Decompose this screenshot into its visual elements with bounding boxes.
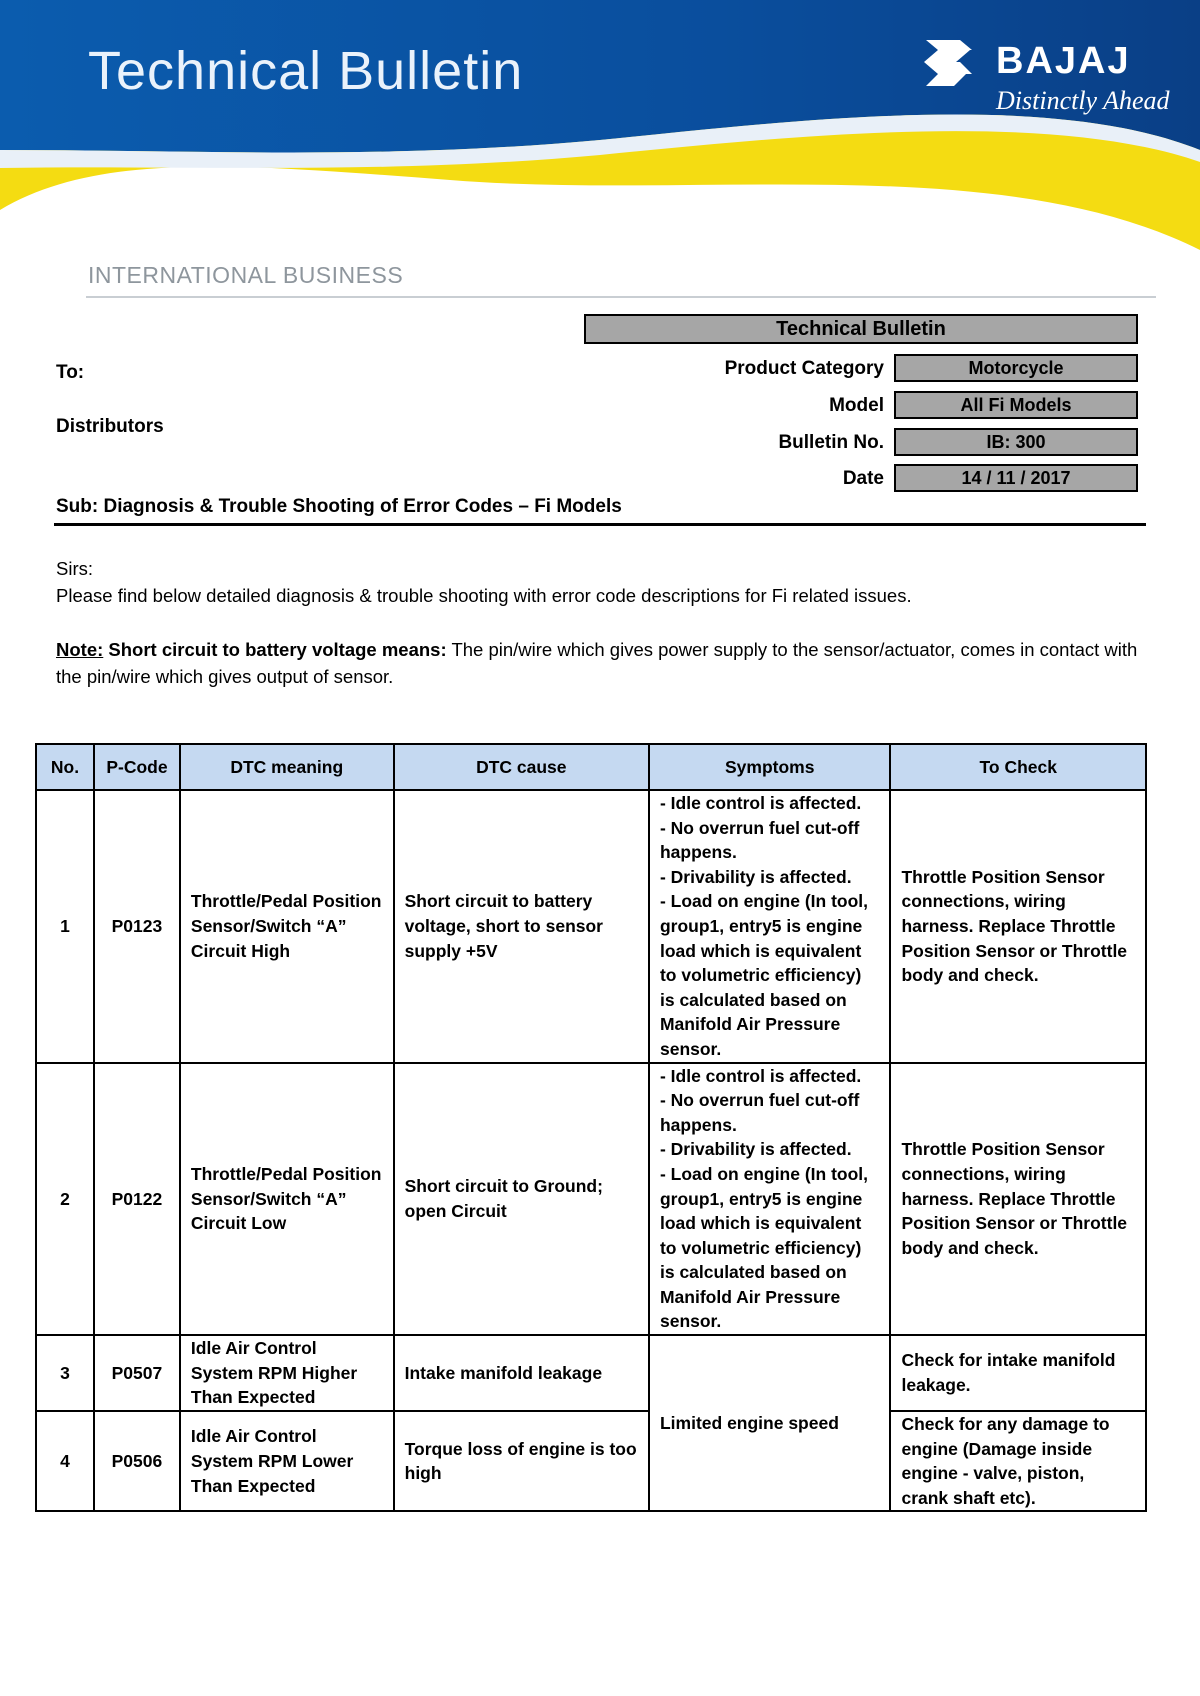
brand-tagline: Distinctly Ahead	[996, 86, 1170, 115]
recipient: Distributors	[56, 416, 164, 437]
row-symptoms	[649, 790, 890, 1063]
header-to-check: To Check	[890, 744, 1146, 790]
intro-paragraph: Please find below detailed diagnosis & trouble shooting with error code descriptions for Fi related issues.	[56, 585, 912, 606]
field-label-model: Model	[829, 395, 884, 416]
row-no: 1	[36, 790, 94, 1063]
table-header-row	[36, 744, 1146, 790]
to-label: To:	[56, 362, 85, 383]
symptom-line: - Load on engine (In tool, group1, entry5 is engine load which is equivalent to volumetric efficiency) is calculated based on Manifold Air Pressure sensor.	[659, 891, 869, 1059]
row-symptoms-shared: Limited engine speed	[649, 1335, 890, 1511]
dtc-table	[35, 743, 1147, 1512]
header-pcode: P-Code	[94, 744, 180, 790]
bulletin-box-title: Technical Bulletin	[584, 314, 1138, 344]
table-row	[36, 1335, 1146, 1411]
header-dtc-cause: DTC cause	[394, 744, 649, 790]
symptom-line: - Idle control is affected.	[659, 793, 862, 813]
row-no: 3	[36, 1335, 94, 1411]
row-cause: Torque loss of engine is too high	[394, 1411, 649, 1511]
symptom-line: - Idle control is affected.	[659, 1065, 862, 1086]
row-symptoms	[649, 1063, 890, 1336]
row-check: Check for any damage to engine (Damage inside engine - valve, piston, crank shaft etc).	[890, 1411, 1146, 1511]
field-label-date: Date	[842, 468, 884, 489]
subject-rule	[54, 523, 1146, 526]
header-banner	[0, 0, 1200, 300]
row-pcode: P0123	[94, 790, 180, 1063]
symptom-line: - Drivability is affected.	[659, 1139, 852, 1160]
field-label-product-category: Product Category	[724, 358, 884, 379]
row-meaning: Idle Air Control System RPM Lower Than Expected	[180, 1411, 394, 1511]
header-symptoms: Symptoms	[649, 744, 890, 790]
field-label-bulletin-no: Bulletin No.	[778, 432, 884, 453]
row-cause: Short circuit to Ground; open Circuit	[394, 1063, 649, 1336]
table-row	[36, 1411, 1146, 1511]
symptom-line: - Load on engine (In tool, group1, entry5 is engine load which is equivalent to volumetric efficiency) is calculated based on Manifold Air Pressure sensor.	[659, 1163, 869, 1332]
row-pcode: P0122	[94, 1063, 180, 1336]
row-check: Throttle Position Sensor connections, wiring harness. Replace Throttle Position Sensor or Throttle body and check.	[890, 790, 1146, 1063]
row-meaning: Throttle/Pedal Position Sensor/Switch “A” Circuit High	[180, 790, 394, 1063]
field-value-product-category: Motorcycle	[894, 354, 1138, 382]
divider	[86, 296, 1156, 298]
row-pcode: P0506	[94, 1411, 180, 1511]
note-text: The pin/wire which gives power supply to the sensor/actuator, comes in contact with the pin/wire which gives output of sensor.	[56, 639, 1138, 687]
field-value-date: 14 / 11 / 2017	[894, 464, 1138, 492]
field-value-bulletin-no: IB: 300	[894, 428, 1138, 456]
table-row	[36, 1063, 1146, 1336]
note-heading: Short circuit to battery voltage means:	[103, 639, 447, 660]
symptom-line: - No overrun fuel cut-off happens.	[659, 817, 860, 863]
symptom-line: - No overrun fuel cut-off happens.	[659, 1090, 860, 1135]
field-value-model: All Fi Models	[894, 391, 1138, 419]
row-no: 4	[36, 1411, 94, 1511]
brand-name: BAJAJ	[996, 40, 1131, 82]
row-meaning: Throttle/Pedal Position Sensor/Switch “A” Circuit Low	[180, 1063, 394, 1336]
salutation: Sirs:	[56, 558, 93, 579]
row-pcode: P0507	[94, 1335, 180, 1411]
row-cause: Short circuit to battery voltage, short to sensor supply +5V	[394, 790, 649, 1063]
row-cause: Intake manifold leakage	[394, 1335, 649, 1411]
bulletin-title: Technical Bulletin	[88, 41, 524, 101]
header-dtc-meaning: DTC meaning	[180, 744, 394, 790]
row-check: Throttle Position Sensor connections, wiring harness. Replace Throttle Position Sensor or Throttle body and check.	[890, 1063, 1146, 1336]
table-row	[36, 790, 1146, 1063]
note-label: Note:	[56, 639, 104, 660]
subject-line: Sub: Diagnosis & Trouble Shooting of Error Codes – Fi Models	[56, 496, 622, 517]
row-check: Check for intake manifold leakage.	[890, 1335, 1146, 1411]
row-meaning: Idle Air Control System RPM Higher Than Expected	[180, 1335, 394, 1411]
division-label: INTERNATIONAL BUSINESS	[88, 262, 404, 288]
header-no: No.	[36, 744, 94, 790]
row-no: 2	[36, 1063, 94, 1336]
symptom-line: - Drivability is affected.	[659, 866, 852, 887]
note-paragraph	[56, 636, 1156, 690]
bajaj-logo-icon	[920, 36, 976, 88]
